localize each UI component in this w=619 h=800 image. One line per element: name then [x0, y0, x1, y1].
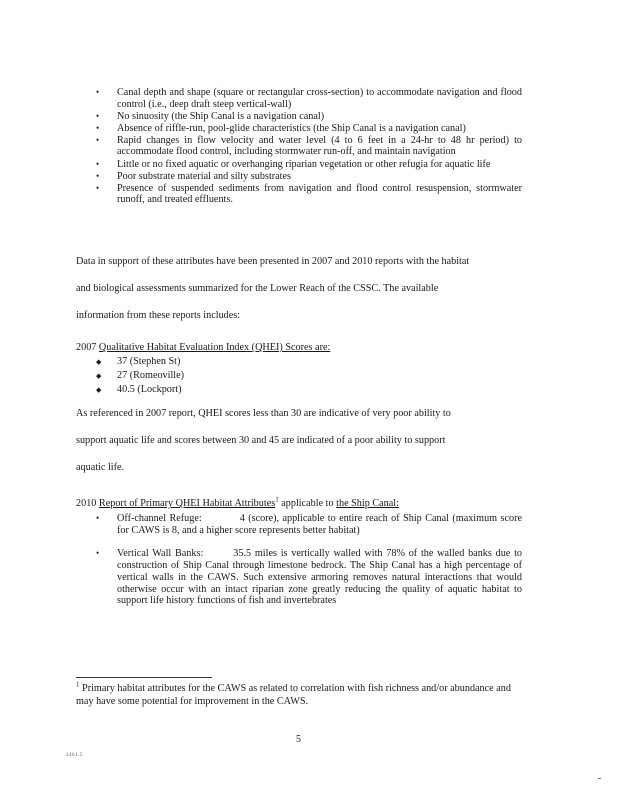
paragraph-line: aquatic life.	[76, 462, 125, 473]
bullet-icon: •	[96, 122, 100, 133]
diamond-bullet-icon: ◆	[96, 358, 102, 366]
list-item: • No sinuosity (the Ship Canal is a navigation canal)	[96, 110, 325, 122]
list-item: • Absence of riffle-run, pool-glide characteristics (the Ship Canal is a navigation canal)	[96, 122, 466, 134]
paragraph-line: support aquatic life and scores between 30 and 45 are indicated of a poor ability to support	[76, 435, 446, 446]
list-item: ◆ 37 (Stephen St)	[96, 356, 181, 367]
bullet-icon: •	[96, 182, 100, 193]
bullet-icon: •	[96, 158, 100, 169]
habitat-attributes-heading: 2010 Report of Primary QHEI Habitat Attributes$^1$ applicable to the Ship Canal:	[76, 495, 399, 509]
footnote: $^1$ Primary habitat attributes for the CAWS as related to correlation with fish richness and/or abundance and may have some potential for improvement in the CAWS.	[76, 680, 511, 707]
paragraph-line: Data in support of these attributes have been presented in 2007 and 2010 reports with the habitat	[76, 256, 470, 267]
habitat-attribute-list	[88, 513, 522, 619]
list-item: • Little or no fixed aquatic or overhanging riparian vegetation or other refugia for aquatic life	[96, 158, 491, 170]
bullet-icon: •	[96, 134, 100, 145]
list-item: • Rapid changes in flow velocity and water level (4 to 6 feet in a 24-hr to 48 hr period) to accommodate flood control, including stormwater run-off, and maintain navigation	[96, 134, 522, 158]
reports-paragraph	[76, 255, 526, 336]
footnote-marker: 1	[76, 680, 80, 689]
attribute-label: Off-channel Refuge:	[117, 513, 202, 524]
bullet-icon: •	[96, 110, 100, 121]
page-number: 5	[296, 734, 301, 745]
diamond-bullet-icon: ◆	[96, 386, 102, 394]
bullet-icon: •	[96, 513, 100, 523]
bullet-icon: •	[96, 548, 100, 559]
list-item	[88, 513, 522, 536]
qhei-explanation-paragraph	[76, 407, 526, 488]
qhei-scores-heading: 2007 Qualitative Habitat Evaluation Index (QHEI) Scores are:	[76, 342, 331, 353]
paragraph-line: and biological assessments summarized for the Lower Reach of the CSSC. The available	[76, 283, 439, 294]
list-item: • Presence of suspended sediments from navigation and flood control resuspension, stormwater runoff, and treated effluents.	[96, 182, 522, 206]
paragraph-line: information from these reports includes:	[76, 310, 241, 321]
footnote-reference: 1	[275, 495, 279, 504]
list-item: ◆ 40.5 (Lockport)	[96, 384, 182, 395]
qhei-score-list	[88, 355, 288, 397]
list-item: ◆ 27 (Romeoville)	[96, 370, 185, 381]
document-id: 2461.5	[66, 753, 83, 758]
footnote-separator	[76, 677, 212, 678]
list-item	[88, 548, 522, 607]
attribute-bullet-list	[88, 87, 522, 206]
list-item: • Canal depth and shape (square or rectangular cross-section) to accommodate navigation and flood control (i.e., deep draft steep vertical-wall)	[96, 87, 522, 110]
attribute-text: 4 (score), applicable to entire reach of Ship Canal (maximum score for CAWS is 8, and a higher score represents better habitat)	[117, 513, 522, 536]
scan-mark	[598, 778, 601, 779]
diamond-bullet-icon: ◆	[96, 372, 102, 380]
bullet-icon: •	[96, 170, 100, 181]
list-item: • Poor substrate material and silty substrates	[96, 170, 292, 182]
attribute-text: 35.5 miles is vertically walled with 78% of the walled banks due to construction of Ship Canal through limestone bedrock. The Ship Canal has a high percentage of vertical walls in the CAWS. Such extensive armoring removes natural interactions that would otherwise occur with an intact riparian zone greatly reducing the quality of aquatic habitat to support life history functions of fish and invertebrates	[117, 548, 522, 607]
paragraph-line: As referenced in 2007 report, QHEI scores less than 30 are indicative of very poor ability to	[76, 408, 451, 419]
attribute-label: Vertical Wall Banks:	[117, 548, 204, 560]
bullet-icon: •	[96, 87, 100, 97]
